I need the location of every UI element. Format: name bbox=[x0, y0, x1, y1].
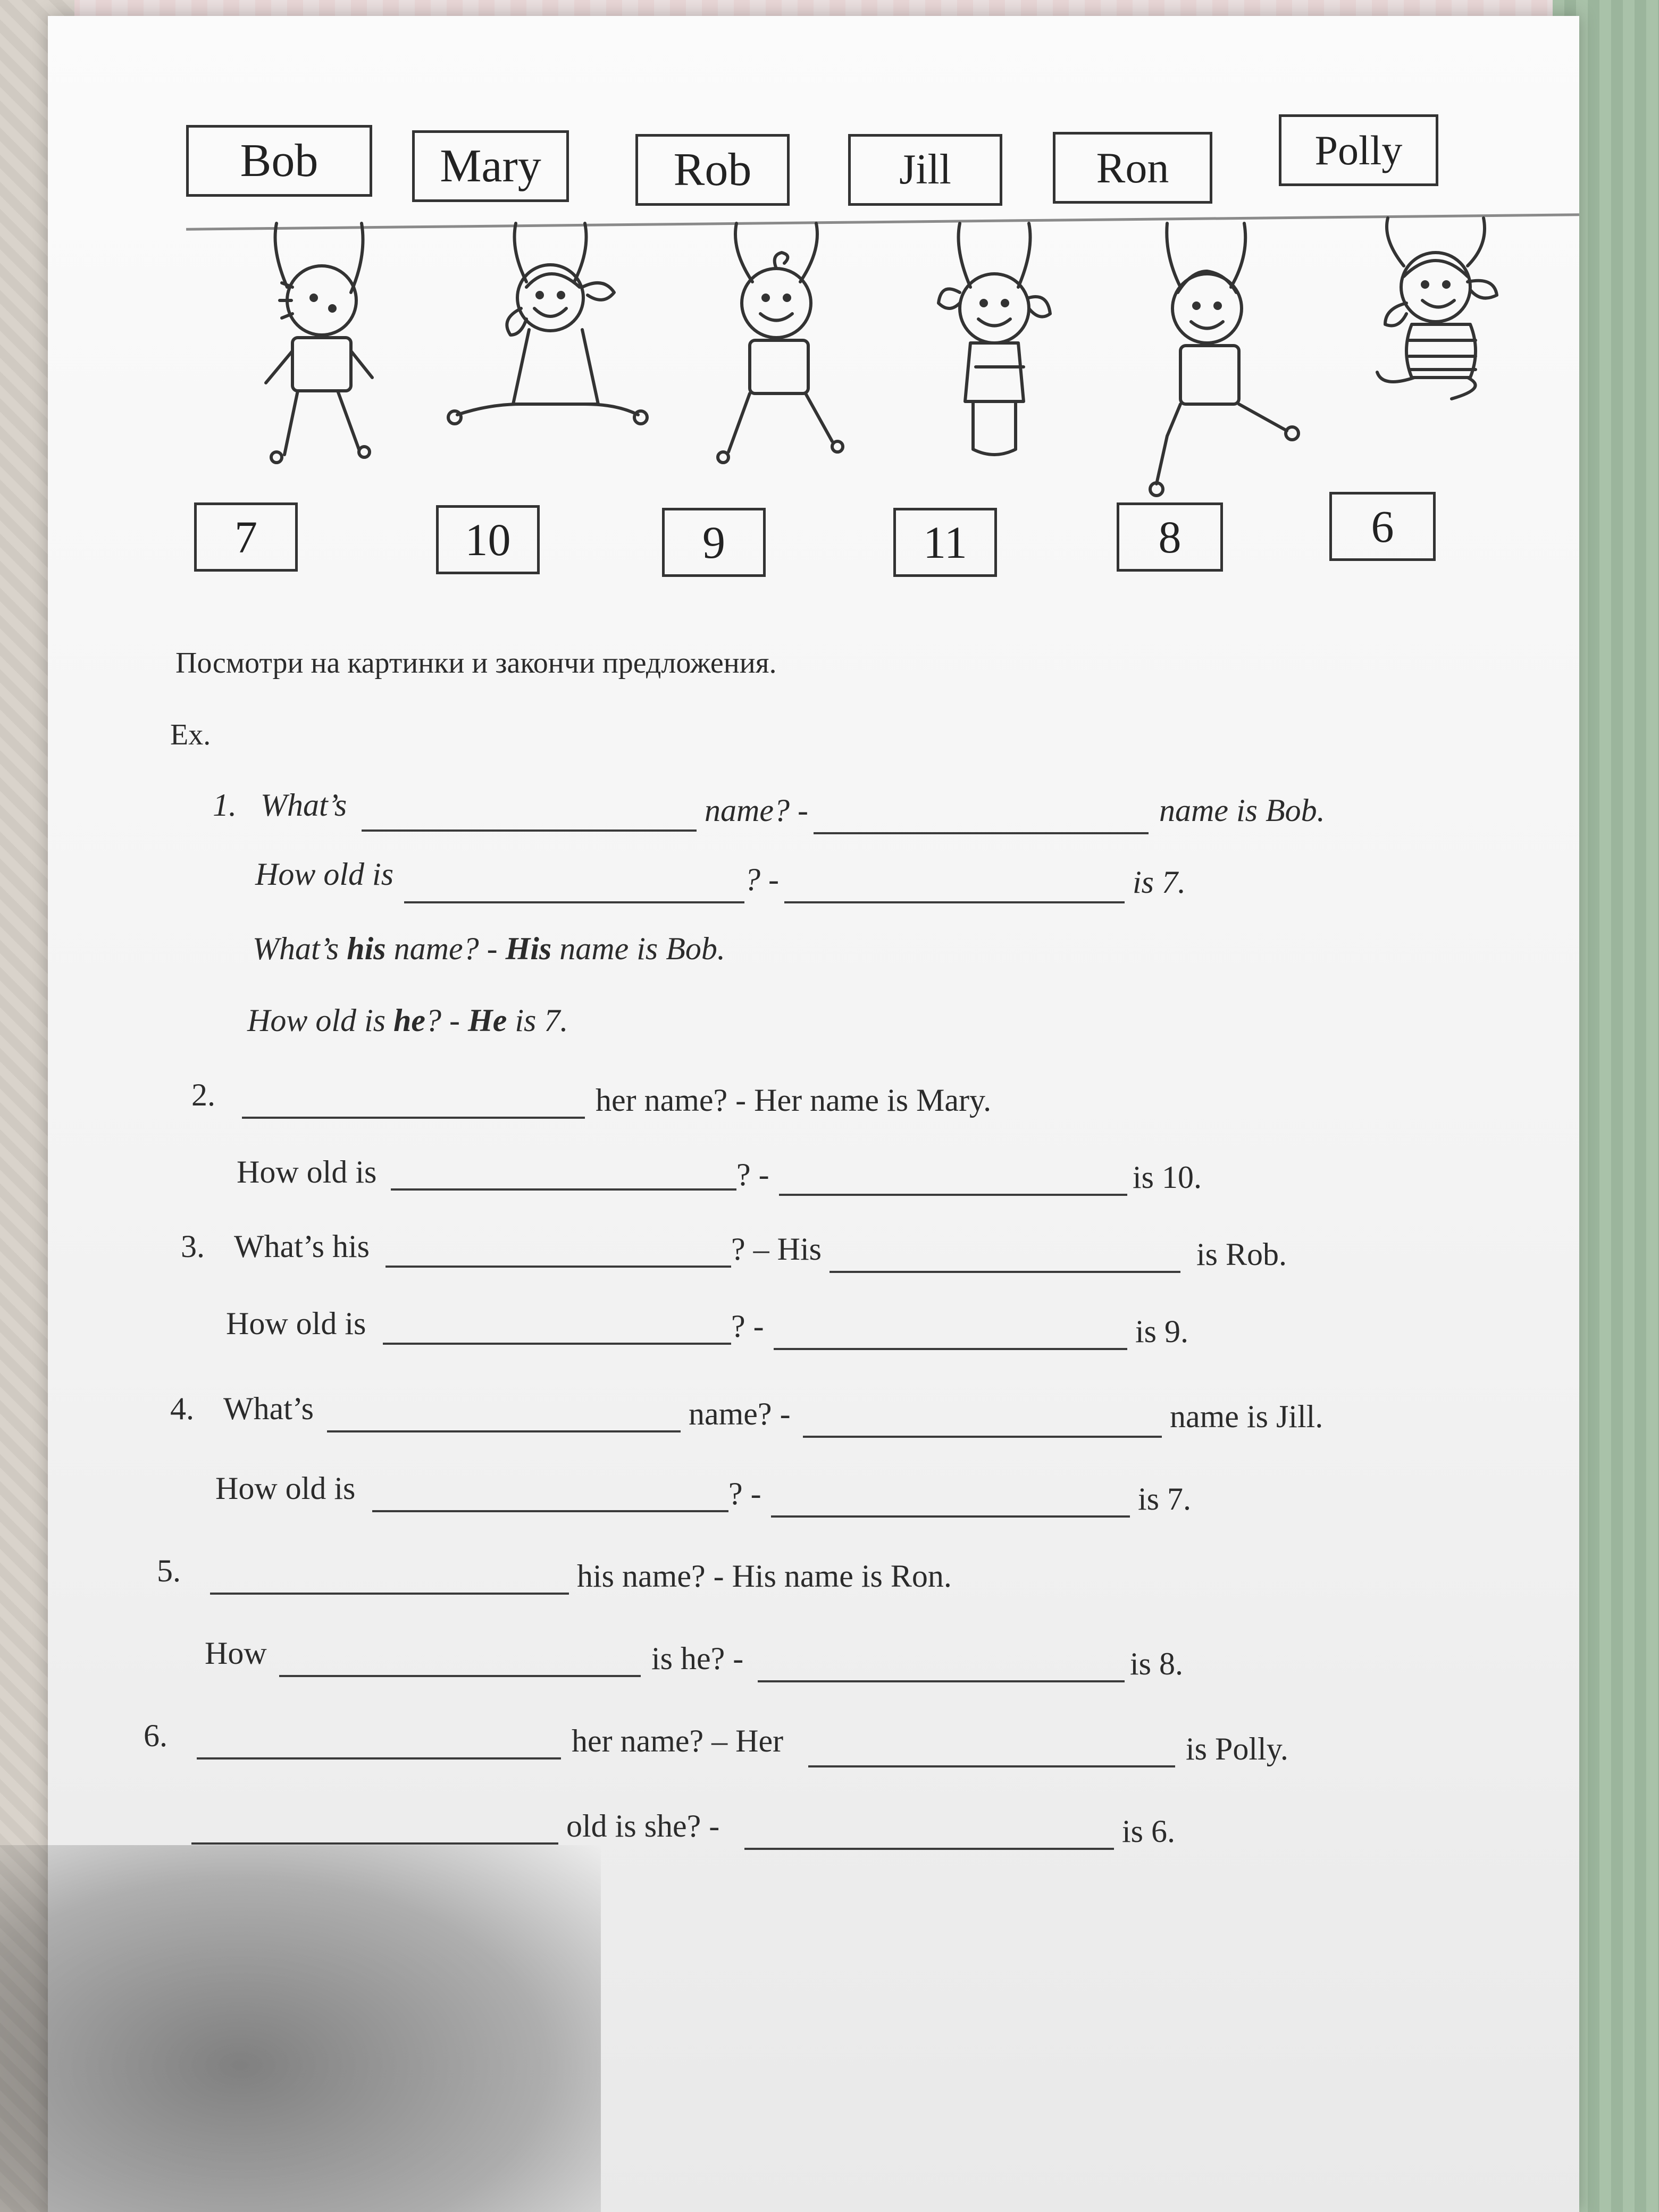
blank-field[interactable] bbox=[197, 1757, 561, 1759]
name-label: Polly bbox=[1314, 127, 1403, 173]
kid-bob-drawing bbox=[266, 223, 372, 463]
name-box-bob bbox=[186, 125, 372, 197]
item2-line2-b: ? - bbox=[736, 1157, 769, 1192]
name-label: Mary bbox=[440, 140, 541, 192]
item4-line2-c: is 7. bbox=[1138, 1481, 1192, 1516]
photo-shadow bbox=[0, 1845, 601, 2212]
item2-line2-c: is 10. bbox=[1133, 1160, 1202, 1195]
text-span: ? - bbox=[425, 1003, 460, 1038]
item4-line2-a: How old is bbox=[215, 1471, 356, 1506]
item3-line1-c: is Rob. bbox=[1196, 1237, 1287, 1272]
age-label: 7 bbox=[234, 512, 257, 563]
item6-line1-a: her name? – Her bbox=[572, 1723, 784, 1758]
age-box-jill bbox=[893, 508, 997, 577]
item-number-6: 6. bbox=[144, 1718, 167, 1753]
ex1-line2-b: ? - bbox=[744, 862, 779, 897]
name-box-polly bbox=[1279, 114, 1438, 186]
kid-polly-drawing bbox=[1377, 218, 1497, 399]
blank-field[interactable] bbox=[744, 1848, 1114, 1850]
bold-word: He bbox=[468, 1003, 507, 1038]
item3-line2-a: How old is bbox=[226, 1306, 366, 1341]
item3-line2-c: is 9. bbox=[1135, 1314, 1189, 1349]
item3-line1-a: What’s his bbox=[234, 1229, 370, 1264]
name-box-rob bbox=[635, 134, 790, 206]
item5-line1: his name? - His name is Ron. bbox=[577, 1559, 952, 1594]
hanging-children-illustration bbox=[207, 207, 1563, 526]
blank-field[interactable] bbox=[362, 830, 697, 832]
age-box-polly bbox=[1329, 492, 1436, 561]
blank-field[interactable] bbox=[808, 1765, 1175, 1767]
kid-rob-drawing bbox=[718, 223, 843, 463]
age-label: 9 bbox=[702, 517, 725, 568]
ex1-line2-c: is 7. bbox=[1133, 865, 1186, 900]
blank-field[interactable] bbox=[383, 1343, 731, 1345]
item5-line2-b: is he? - bbox=[651, 1641, 744, 1676]
item-number-2: 2. bbox=[191, 1077, 215, 1112]
item2-line2-a: How old is bbox=[237, 1154, 377, 1189]
example-label: Ex. bbox=[170, 718, 211, 751]
item-number-5: 5. bbox=[157, 1553, 181, 1588]
item-number-4: 4. bbox=[170, 1391, 194, 1426]
blank-field[interactable] bbox=[779, 1194, 1127, 1196]
item4-line1-c: name is Jill. bbox=[1170, 1399, 1323, 1434]
item4-line1-a: What’s bbox=[223, 1391, 314, 1426]
name-label: Bob bbox=[240, 135, 319, 187]
ex1-line1-a: What’s bbox=[261, 787, 347, 823]
age-label: 11 bbox=[923, 517, 967, 568]
age-box-mary bbox=[436, 505, 540, 574]
item3-line1-b: ? – His bbox=[731, 1231, 822, 1267]
age-label: 6 bbox=[1371, 501, 1394, 552]
blank-field[interactable] bbox=[803, 1436, 1162, 1438]
item5-line2-a: How bbox=[205, 1636, 267, 1671]
name-label: Ron bbox=[1096, 143, 1169, 192]
text-span: What’s bbox=[253, 931, 339, 966]
bold-word: he bbox=[393, 1003, 426, 1038]
blank-field[interactable] bbox=[372, 1510, 728, 1512]
text-span: How old is bbox=[247, 1003, 386, 1038]
name-box-ron bbox=[1053, 132, 1212, 204]
age-box-bob bbox=[194, 502, 298, 572]
blank-field[interactable] bbox=[774, 1348, 1127, 1350]
age-box-ron bbox=[1117, 502, 1223, 572]
ex1-answer-line1 bbox=[253, 931, 725, 967]
item2-line1: her name? - Her name is Mary. bbox=[596, 1083, 992, 1118]
item5-line2-c: is 8. bbox=[1130, 1646, 1184, 1681]
blank-field[interactable] bbox=[210, 1593, 569, 1595]
name-label: Rob bbox=[673, 144, 752, 196]
kid-jill-drawing bbox=[939, 223, 1050, 455]
text-span: is 7. bbox=[515, 1003, 568, 1038]
blank-field[interactable] bbox=[327, 1430, 681, 1432]
item6-line1-b: is Polly. bbox=[1186, 1731, 1288, 1766]
name-label: Jill bbox=[899, 146, 951, 193]
blank-field[interactable] bbox=[242, 1117, 585, 1119]
blank-field[interactable] bbox=[386, 1266, 731, 1268]
item4-line1-b: name? - bbox=[689, 1396, 791, 1431]
age-label: 8 bbox=[1158, 512, 1182, 563]
item-number-3: 3. bbox=[181, 1229, 205, 1264]
kid-ron-drawing bbox=[1150, 223, 1298, 496]
bold-word: His bbox=[505, 931, 552, 966]
ex1-answer-line2 bbox=[247, 1002, 568, 1039]
item-number-1: 1. bbox=[213, 787, 237, 823]
blank-field[interactable] bbox=[758, 1680, 1125, 1682]
name-box-mary bbox=[412, 130, 569, 202]
blank-field[interactable] bbox=[784, 901, 1125, 903]
item6-line2-b: is 6. bbox=[1122, 1814, 1176, 1849]
blank-field[interactable] bbox=[771, 1515, 1130, 1518]
item4-line2-b: ? - bbox=[728, 1476, 761, 1511]
bold-word: his bbox=[347, 931, 386, 966]
blank-field[interactable] bbox=[191, 1842, 558, 1845]
ex1-line2-a: How old is bbox=[255, 857, 394, 892]
item6-line2-a: old is she? - bbox=[566, 1808, 720, 1844]
blank-field[interactable] bbox=[404, 901, 744, 903]
age-box-rob bbox=[662, 508, 766, 577]
ex1-line1-c: name is Bob. bbox=[1159, 793, 1325, 828]
instruction-text: Посмотри на картинки и закончи предложения. bbox=[175, 647, 777, 680]
name-box-jill bbox=[848, 134, 1002, 206]
blank-field[interactable] bbox=[391, 1188, 736, 1191]
kid-mary-drawing bbox=[448, 223, 647, 424]
age-label: 10 bbox=[465, 514, 511, 565]
text-span: name is Bob. bbox=[559, 931, 725, 966]
blank-field[interactable] bbox=[830, 1271, 1180, 1273]
item3-line2-b: ? - bbox=[731, 1309, 764, 1344]
ex1-line1-b: name? - bbox=[705, 793, 808, 828]
blank-field[interactable] bbox=[814, 832, 1149, 834]
blank-field[interactable] bbox=[279, 1675, 641, 1677]
text-span: name? - bbox=[393, 931, 498, 966]
